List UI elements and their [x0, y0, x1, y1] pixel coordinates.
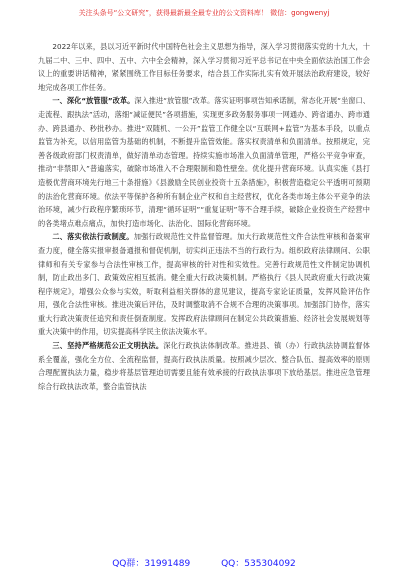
section-heading-2: 二、落实依法行政制度。: [52, 232, 134, 242]
paragraph-text: 深化行政执法体制改革。推进县、镇（办）行政执法协调监督体系全覆盖，强化全方位、全流程监督，提高行政执法质量。按照减少层次、整合队伍、提高效率的原则合理配置执法力量，稳步将基层管理迫切需要且能有效承接的行政执法事项下放给基层。推进应急管理综合行政执法改革，整合监管执法: [38, 341, 370, 391]
section-heading-3: 三、坚持严格规范公正文明执法。: [52, 341, 164, 351]
intro-paragraph: [38, 40, 370, 94]
paragraph-text: 2022年以来，县以习近平新时代中国特色社会主义思想为指导，深入学习贯彻落实党的十九大，十九届二中、三中、四中、五中、六中全会精神，深入学习贯彻习近平总书记在中央全面依法治国工作会议上的重要讲话精神，紧紧围绕工作目标任务要求，结合县工作实际扎实有效开展法治政府建设，较好地完成各项工作任务。: [38, 42, 370, 92]
paragraph-text: 加强行政规范性文件监督管理。加大行政规范性文件合法性审核和备案审查力度，健全落实报审报备通报和督促机制，切实纠正违法不当的行政行为。组织政府法律顾问、公职律师和有关专家参与合法性审核工作，提高审核的针对性和实效性。完善行政规范性文件制定协调机制，防止政出多门、政策效应相互抵消。健全重大行政决策机制。严格执行《县人民政府重大行政决策程序规定》，增强公众参与实效，听取利益相关群体的意见建议，提高专家论证质量，发挥风险评估作用，强化合法性审核。推进决策后评估，及时调整取消不合规不合理的决策事项。加强部门协作，落实重大行政决策责任追究和责任倒查制度。发挥政府法律顾问在制定公共政策措施、经济社会发展规划等重大决策中的作用，切实提高科学民主依法决策水平。: [38, 232, 370, 337]
document-body: [38, 40, 370, 393]
footer-contact: [0, 556, 408, 569]
section-paragraph-3: [38, 339, 370, 393]
qq-number: QQ：535304092: [221, 559, 296, 569]
qq-group-number: QQ群：31991489: [112, 559, 191, 569]
paragraph-text: 深入推进“放管服”改革。落实证明事项告知承诺制，常态化开展“坐窗口、走流程、跟执法”活动，落细“减证便民”各项措施，实现更多政务服务事项一网通办、跨省通办、跨市通办、跨县通办、秒批秒办。推进“双随机、一公开”监管工作健全以“互联网+监管”为基本手段，以重点监管为补充，以信用监管为基础的机制，不断提升监管效能。落实权责清单和负面清单。按照规定，完善各级政府部门权责清单，做好清单动态管理。持续实施市场准入负面清单管理，严格公平竞争审查，推动“非禁即入”普遍落实，破除市场准入不合理限制和隐性壁垒。优化提升营商环境。认真实施《县打造极优营商环境先行地三十条措施》《县激励全民创业投资十五条措施》，积极营造稳定公平透明可预期的法治化营商环境。依法平等保护各种所有制企业产权和自主经营权，优化各类市场主体公平竞争的法治环境，减少行政程序繁琐环节，清理“循环证明”“重复证明”等不合理手续，破除企业投资生产经营中的各类堵点难点痛点，加快打造市场化、法治化、国际化营商环境。: [38, 96, 371, 228]
section-paragraph-2: [38, 230, 370, 339]
section-heading-1: 一、深化“放管服”改革。: [52, 96, 135, 106]
section-paragraph-1: [38, 94, 370, 230]
header-note: 关注头条号“公文研究”，获得最新最全最专业的公文资料库！ 微信：gongwenyj: [78, 9, 330, 17]
